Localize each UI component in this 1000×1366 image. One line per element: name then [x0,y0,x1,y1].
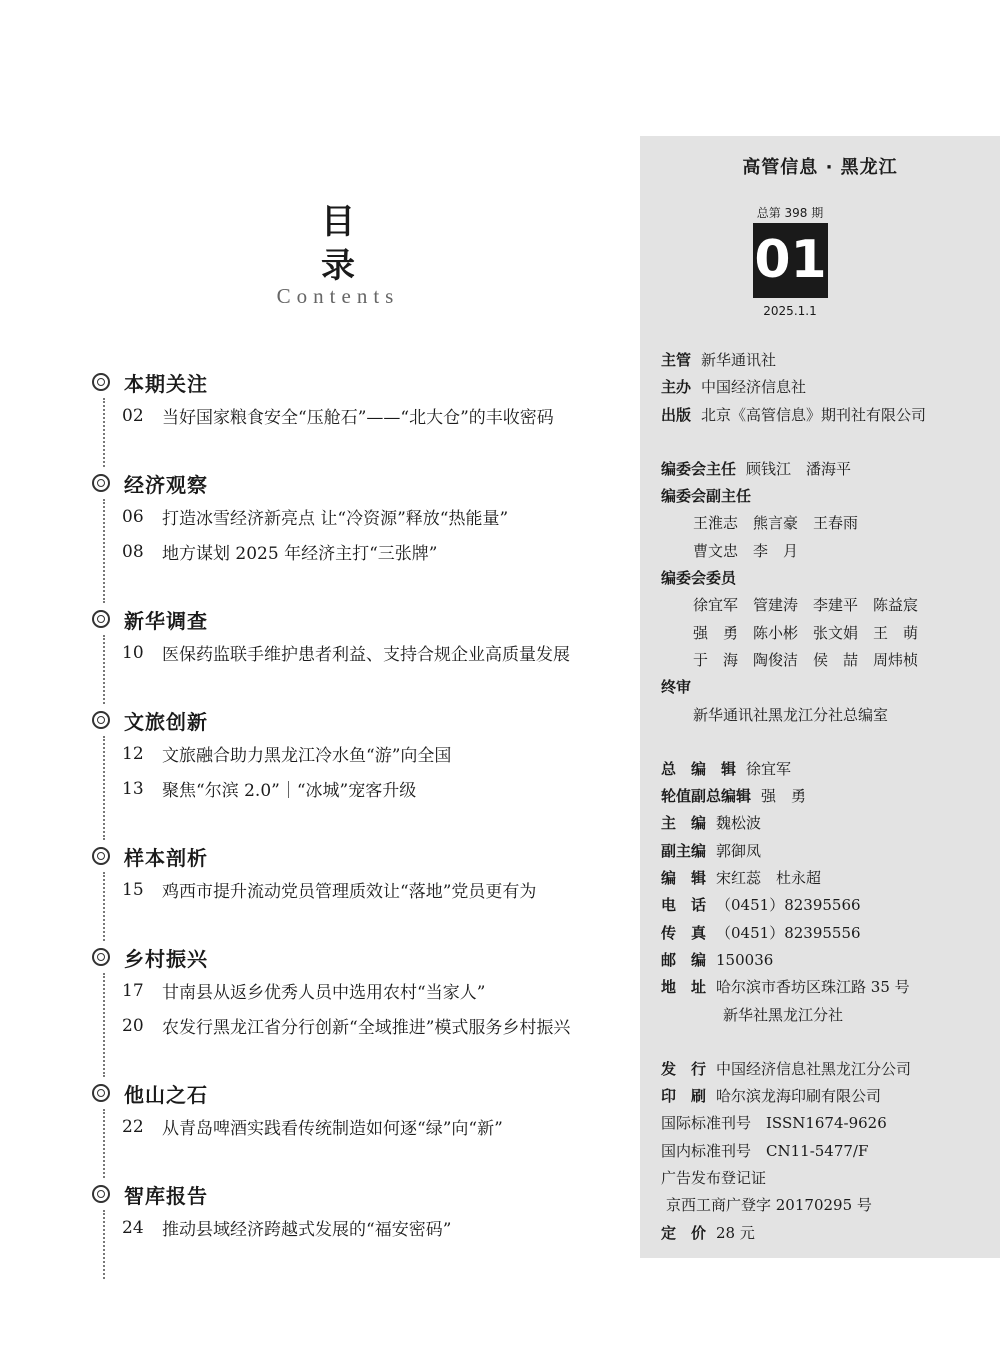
toc-entry[interactable] [122,499,632,534]
table-of-contents [92,366,632,1279]
row-board-members-label: 编委会委员 [661,569,737,588]
toc-entry[interactable] [122,398,632,433]
toc-section [92,603,632,704]
row-final: 新华通讯社黑龙江分社总编室 [693,705,889,724]
row-address: 地 址 哈尔滨市香坊区珠江路 35 号 [661,978,910,997]
row-chief-editor: 总 编 辑 徐宜军 [661,759,792,778]
section-heading [92,840,632,872]
circle-bullet-icon [92,373,110,391]
circle-bullet-icon [92,711,110,729]
entry-title: 推动县域经济跨越式发展的“福安密码” [162,1220,452,1240]
toc-entry[interactable] [122,1210,632,1245]
issue-date: 2025.1.1 [763,304,817,318]
entry-title: 甘南县从返乡优秀人员中选用农村“当家人” [162,983,486,1003]
entry-title: 当好国家粮食安全“压舱石”——“北大仓”的丰收密码 [162,408,554,428]
row-board-members-2: 强 勇 陈小彬 张文娟 王 萌 [693,623,919,642]
row-board-deputy-label: 编委会副主任 [661,487,752,506]
entry-title: 鸡西市提升流动党员管理质效让“落地”党员更有为 [162,882,537,902]
section-name: 乡村振兴 [124,946,208,971]
row-ad-label: 广告发布登记证 [661,1169,767,1188]
row-zip: 邮 编 150036 [661,950,774,969]
entry-page: 13 [122,778,144,799]
entry-page: 12 [122,743,144,764]
toc-entry[interactable] [122,635,632,670]
toc-entry[interactable] [122,534,632,569]
row-ad: 京西工商广登字 20170295 号 [666,1196,872,1215]
circle-bullet-icon [92,1185,110,1203]
section-name: 新华调查 [124,608,208,633]
section-name: 智库报告 [124,1183,208,1208]
row-distribution: 发 行 中国经济信息社黑龙江分公司 [661,1059,912,1078]
section-heading [92,1178,632,1210]
circle-bullet-icon [92,474,110,492]
section-name: 经济观察 [124,472,208,497]
section-name: 本期关注 [124,371,208,396]
entry-page: 24 [122,1217,144,1238]
total-issue: 总第 398 期 [756,206,824,220]
row-address-2: 新华社黑龙江分社 [723,1005,844,1024]
row-deputy-editor: 副主编 郭御凤 [661,841,762,860]
toc-section [92,366,632,467]
section-heading [92,1077,632,1109]
entry-title: 打造冰雪经济新亮点 让“冷资源”释放“热能量” [162,509,509,529]
row-cn: 国内标准刊号 CN11-5477/F [661,1141,869,1160]
section-heading [92,467,632,499]
section-name: 文旅创新 [124,709,208,734]
masthead-info [661,347,991,1247]
toc-section [92,840,632,941]
section-heading [92,603,632,635]
circle-bullet-icon [92,610,110,628]
row-board-director: 编委会主任 顾钱江 潘海平 [661,459,852,478]
toc-section [92,704,632,840]
row-sponsor: 主办 中国经济信息社 [661,378,807,397]
row-editor: 主 编 魏松波 [661,814,762,833]
entry-title: 从青岛啤酒实践看传统制造如何逐“绿”向“新” [162,1119,503,1139]
entry-page: 20 [122,1015,144,1036]
row-price: 定 价 28 元 [661,1223,755,1242]
toc-entry[interactable] [122,736,632,771]
masthead-panel [640,136,1000,1258]
toc-entry[interactable] [122,1109,632,1144]
toc-section [92,467,632,603]
issue-number: 01 [753,223,828,298]
row-fax: 传 真 （0451）82395556 [661,923,861,942]
row-publisher: 出版 北京《高管信息》期刊社有限公司 [661,405,927,424]
section-heading [92,366,632,398]
toc-entry[interactable] [122,872,632,907]
toc-entry[interactable] [122,771,632,806]
row-board-deputy-2: 曹文忠 李 月 [693,541,799,560]
circle-bullet-icon [92,1084,110,1102]
section-heading [92,941,632,973]
toc-title-cn: 目 录 [321,202,385,286]
toc-title-en: Contents [276,284,400,308]
entry-page: 10 [122,642,144,663]
circle-bullet-icon [92,847,110,865]
row-tel: 电 话 （0451）82395566 [661,896,861,915]
entry-page: 08 [122,541,144,562]
magazine-name: 高管信息 · 黑龙江 [742,157,898,178]
entry-title: 医保药监联手维护患者利益、支持合规企业高质量发展 [162,645,570,665]
row-board-members-3: 于 海 陶俊洁 侯 喆 周炜桢 [693,650,919,669]
entry-title: 文旅融合助力黑龙江冷水鱼“游”向全国 [162,746,452,766]
entry-title: 地方谋划 2025 年经济主打“三张牌” [162,544,438,564]
toc-entry[interactable] [122,973,632,1008]
row-rotating-editor: 轮值副总编辑 强 勇 [661,787,807,806]
entry-page: 02 [122,405,144,426]
row-issn: 国际标准刊号 ISSN1674-9626 [661,1114,887,1133]
toc-section [92,1077,632,1178]
section-name: 他山之石 [124,1082,208,1107]
row-supervisor: 主管 新华通讯社 [661,351,777,369]
entry-title: 聚焦“尔滨 2.0”｜“冰城”宠客升级 [162,781,417,801]
entry-page: 15 [122,879,144,900]
entry-page: 06 [122,506,144,527]
section-name: 样本剖析 [124,845,208,870]
row-final-label: 终审 [661,678,692,697]
row-board-members-1: 徐宜军 管建涛 李建平 陈益宸 [693,596,919,615]
toc-section [92,1178,632,1279]
toc-entry[interactable] [122,1008,632,1043]
toc-section [92,941,632,1077]
entry-page: 22 [122,1116,144,1137]
toc-heading [268,200,408,309]
entry-title: 农发行黑龙江省分行创新“全域推进”模式服务乡村振兴 [162,1018,571,1038]
row-editors: 编 辑 宋红蕊 杜永超 [661,869,822,888]
circle-bullet-icon [92,948,110,966]
row-board-deputy-1: 王淮志 熊言豪 王春雨 [693,514,859,533]
row-printing: 印 刷 哈尔滨龙海印刷有限公司 [661,1087,882,1106]
section-heading [92,704,632,736]
entry-page: 17 [122,980,144,1001]
